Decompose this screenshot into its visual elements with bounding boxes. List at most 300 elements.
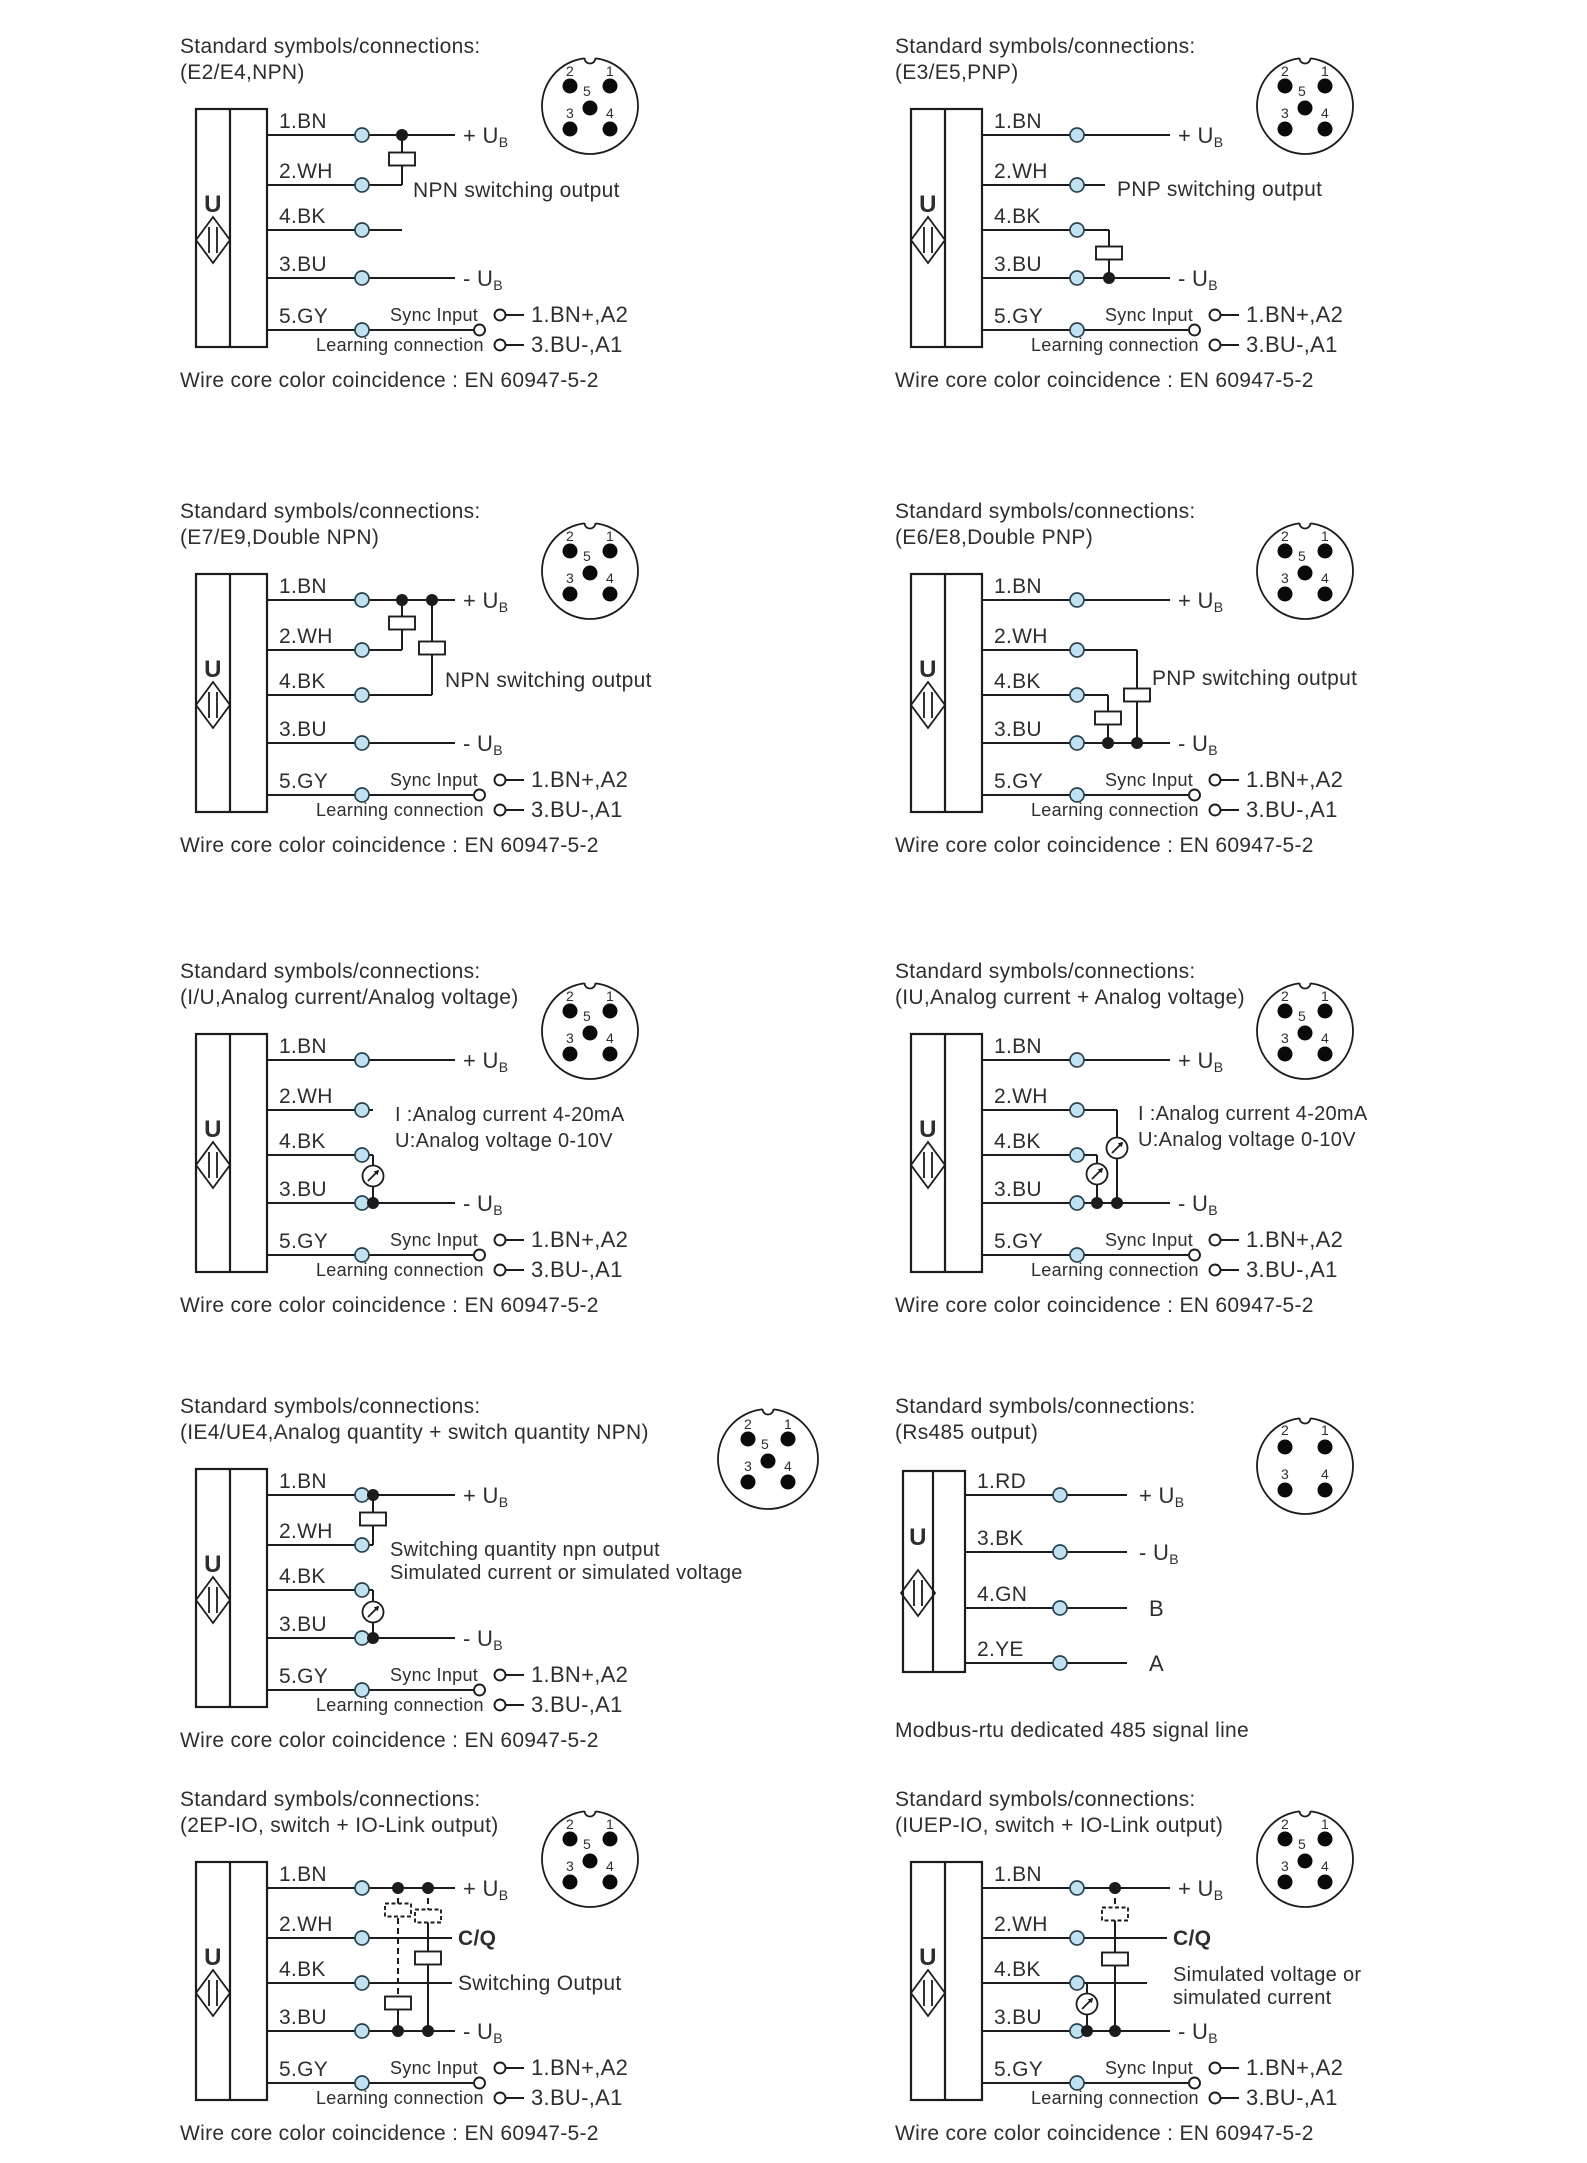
pin-dot: [741, 1475, 756, 1490]
wire-terminal-icon: [355, 1488, 369, 1502]
annotation: PNP switching output: [1152, 667, 1358, 690]
panel-heading: Standard symbols/connections:: [180, 1788, 481, 1811]
junction-dot: [1109, 2025, 1121, 2037]
connector-pinout-icon: [542, 53, 638, 155]
wire-terminal-icon: [355, 1583, 369, 1597]
panel-heading: Standard symbols/connections:: [895, 1395, 1196, 1418]
panel-variant: (E7/E9,Double NPN): [180, 526, 380, 549]
pin-dot: [603, 1047, 618, 1062]
ultrasonic-sensor-symbol: [911, 1862, 982, 2100]
sync-terminal-label: 3.BU-,A1: [531, 1692, 623, 1717]
wire-label: 1.BN: [994, 1863, 1042, 1886]
junction-dot: [1102, 737, 1114, 749]
junction-dot: [1081, 2025, 1093, 2037]
pin-dot: [1298, 1026, 1313, 1041]
wiring-diagram-rs485: [855, 1385, 1555, 1770]
sync-terminal-icon: [495, 805, 506, 816]
pin-number: 1: [605, 528, 615, 544]
footer-label: Wire core color coincidence : EN 60947-5-2: [180, 1729, 599, 1752]
annotation: PNP switching output: [1117, 178, 1323, 201]
tail-label: + UB: [1178, 1048, 1224, 1075]
sync-terminal-icon: [1210, 775, 1221, 786]
junction-dot: [392, 1882, 404, 1894]
pin-number: 3: [1280, 1466, 1290, 1482]
wire-label: 1.BN: [279, 575, 327, 598]
wire-terminal-icon: [355, 223, 369, 237]
sync-node-icon: [1189, 325, 1200, 336]
wire-label: 5.GY: [279, 1665, 329, 1688]
pin-number: 4: [783, 1458, 793, 1474]
sync-terminal-label: 1.BN+,A2: [531, 1662, 629, 1687]
meter-icon: [1087, 1164, 1108, 1185]
sync-node-icon: [474, 1685, 485, 1696]
pin-dot: [563, 122, 578, 137]
footer-label: Wire core color coincidence : EN 60947-5-2: [895, 369, 1314, 392]
sync-terminal-icon: [495, 1265, 506, 1276]
wire-label: 5.GY: [994, 2058, 1044, 2081]
pin-number: 5: [1297, 1836, 1307, 1852]
pin-number: 1: [1320, 988, 1330, 1004]
load-resistor-icon: [415, 1952, 441, 1965]
wire-label: 2.WH: [279, 160, 333, 183]
sync-input-label: Sync Input: [1105, 305, 1194, 325]
wire-label: 1.BN: [279, 1035, 327, 1058]
transducer-icon: [911, 682, 945, 728]
pin-dot: [1318, 1483, 1333, 1498]
sync-input-label: Sync Input: [1105, 2058, 1194, 2078]
wire-label: 4.BK: [994, 670, 1041, 693]
optional-load-resistor-icon: [1102, 1908, 1128, 1921]
wire-terminal-icon: [1070, 1148, 1084, 1162]
wiring-panel-e7-e9-double-npn: [140, 490, 840, 875]
pin-dot: [563, 79, 578, 94]
tail-label: - UB: [1178, 731, 1218, 758]
wire-terminal-icon: [355, 643, 369, 657]
wire-label: 4.BK: [279, 1565, 326, 1588]
transducer-icon: [901, 1570, 935, 1616]
wiring-panel-e2-e4-npn: [140, 25, 840, 410]
pin-number: 4: [605, 1858, 615, 1874]
sync-node-icon: [1189, 2078, 1200, 2089]
optional-load-resistor-icon: [385, 1904, 411, 1917]
panel-variant: (Rs485 output): [895, 1421, 1039, 1444]
connector-pinout-icon: [1257, 1413, 1353, 1515]
wire-terminal-icon: [1053, 1488, 1067, 1502]
pin-dot: [1298, 1854, 1313, 1869]
wiring-panel-iuep-io: [855, 1778, 1555, 2163]
wire-terminal-icon: [1053, 1601, 1067, 1615]
footer-label: Wire core color coincidence : EN 60947-5-2: [180, 1294, 599, 1317]
sync-node-icon: [1189, 790, 1200, 801]
pin-number: 5: [582, 1836, 592, 1852]
panel-variant: (I/U,Analog current/Analog voltage): [180, 986, 519, 1009]
transducer-icon: [196, 217, 230, 263]
pin-number: 3: [1280, 105, 1290, 121]
pin-number: 3: [743, 1458, 753, 1474]
learning-connection-label: Learning connection: [1031, 1260, 1199, 1280]
annotation: simulated current: [1173, 1987, 1332, 2009]
pin-number: 1: [605, 63, 615, 79]
load-resistor-icon: [419, 642, 445, 655]
wiring-diagram-ie4-ue4-analog-switch: [140, 1385, 840, 1770]
pin-dot: [1318, 1004, 1333, 1019]
tail-label: + UB: [463, 123, 509, 150]
wire-terminal-icon: [355, 128, 369, 142]
wire-label: 2.WH: [994, 1085, 1048, 1108]
sync-terminal-label: 1.BN+,A2: [531, 2055, 629, 2080]
wire-terminal-icon: [1070, 643, 1084, 657]
pin-number: 1: [605, 1816, 615, 1832]
tail-label: - UB: [463, 731, 503, 758]
sync-terminal-icon: [495, 1235, 506, 1246]
wire-label: 1.BN: [279, 1863, 327, 1886]
connector-pinout-icon: [542, 518, 638, 620]
sync-input-label: Sync Input: [390, 770, 479, 790]
pin-dot: [1318, 544, 1333, 559]
wiring-panel-rs485: [855, 1385, 1555, 1770]
pin-number: 2: [1280, 1816, 1290, 1832]
pin-dot: [1278, 587, 1293, 602]
sync-terminal-label: 1.BN+,A2: [531, 1227, 629, 1252]
load-resistor-icon: [1102, 1953, 1128, 1966]
connector-pinout-icon: [1257, 53, 1353, 155]
pin-dot: [781, 1432, 796, 1447]
pin-dot: [563, 1047, 578, 1062]
panel-variant: (2EP-IO, switch + IO-Link output): [180, 1814, 499, 1837]
junction-dot: [396, 129, 408, 141]
panel-heading: Standard symbols/connections:: [180, 500, 481, 523]
annotation: Simulated voltage or: [1173, 1964, 1362, 1986]
pin-number: 4: [605, 570, 615, 586]
panel-variant: (IU,Analog current + Analog voltage): [895, 986, 1245, 1009]
pin-dot: [583, 101, 598, 116]
wire-label: 2.WH: [279, 1520, 333, 1543]
pin-dot: [1318, 79, 1333, 94]
pin-dot: [603, 1832, 618, 1847]
sync-terminal-icon: [495, 2063, 506, 2074]
wiring-diagram-e7-e9-double-npn: [140, 490, 840, 875]
pin-dot: [1318, 587, 1333, 602]
wire-label: 4.BK: [279, 1958, 326, 1981]
annotation: U:Analog voltage 0-10V: [1138, 1129, 1356, 1151]
sync-input-label: Sync Input: [390, 1230, 479, 1250]
wiring-diagram-e6-e8-double-pnp: [855, 490, 1555, 875]
wire-label: 2.WH: [994, 160, 1048, 183]
annotation: C/Q: [458, 1927, 497, 1950]
junction-dot: [396, 594, 408, 606]
tail-label: - UB: [1178, 2019, 1218, 2046]
learning-connection-label: Learning connection: [316, 335, 484, 355]
learning-connection-label: Learning connection: [1031, 800, 1199, 820]
sync-terminal-label: 3.BU-,A1: [1246, 332, 1338, 357]
wire-terminal-icon: [355, 1103, 369, 1117]
ultrasonic-sensor-symbol: [196, 574, 267, 812]
pin-number: 5: [582, 1008, 592, 1024]
sync-input-label: Sync Input: [390, 2058, 479, 2078]
pin-number: 2: [1280, 63, 1290, 79]
wire-label: 3.BU: [994, 253, 1042, 276]
pin-number: 4: [605, 1030, 615, 1046]
ultrasonic-sensor-symbol: [901, 1471, 965, 1672]
pin-dot: [563, 1004, 578, 1019]
wire-terminal-icon: [1070, 1103, 1084, 1117]
wiring-panel-e3-e5-pnp: [855, 25, 1555, 410]
pin-number: 5: [1297, 548, 1307, 564]
footer-label: Wire core color coincidence : EN 60947-5-2: [895, 834, 1314, 857]
sync-terminal-label: 3.BU-,A1: [1246, 2085, 1338, 2110]
pin-dot: [563, 544, 578, 559]
wire-label: 4.BK: [279, 205, 326, 228]
pin-dot: [1278, 1483, 1293, 1498]
pin-dot: [1278, 79, 1293, 94]
panel-heading: Standard symbols/connections:: [180, 1395, 481, 1418]
panel-variant: (IUEP-IO, switch + IO-Link output): [895, 1814, 1224, 1837]
wire-terminal-icon: [355, 593, 369, 607]
sync-input-label: Sync Input: [390, 305, 479, 325]
wiring-panel-iu-analog: [855, 950, 1555, 1335]
wire-terminal-icon: [1053, 1656, 1067, 1670]
junction-dot: [1111, 1197, 1123, 1209]
junction-dot: [1091, 1197, 1103, 1209]
transducer-icon: [196, 682, 230, 728]
wire-terminal-icon: [355, 1881, 369, 1895]
ultrasonic-sensor-symbol: [196, 1862, 267, 2100]
wire-label: 3.BU: [279, 2006, 327, 2029]
pin-number: 4: [1320, 105, 1330, 121]
annotation: Switching Output: [458, 1972, 622, 1995]
tail-label: + UB: [463, 1876, 509, 1903]
wiring-diagram-e2-e4-npn: [140, 25, 840, 410]
wire-label: 3.BU: [279, 1613, 327, 1636]
wire-terminal-icon: [355, 688, 369, 702]
footer-label: Wire core color coincidence : EN 60947-5-2: [180, 369, 599, 392]
annotation: I :Analog current 4-20mA: [1138, 1103, 1368, 1125]
sync-terminal-label: 1.BN+,A2: [1246, 767, 1344, 792]
annotation: I :Analog current 4-20mA: [395, 1104, 625, 1126]
wire-label: 5.GY: [994, 1230, 1044, 1253]
pin-number: 1: [605, 988, 615, 1004]
pin-number: 2: [565, 1816, 575, 1832]
panel-heading: Standard symbols/connections:: [180, 35, 481, 58]
wire-terminal-icon: [1070, 593, 1084, 607]
pin-number: 1: [1320, 63, 1330, 79]
sync-node-icon: [1189, 1250, 1200, 1261]
pin-number: 4: [1320, 1858, 1330, 1874]
panel-variant: (E6/E8,Double PNP): [895, 526, 1093, 549]
wiring-panel-2ep-io: [140, 1778, 840, 2163]
panel-variant: (E3/E5,PNP): [895, 61, 1019, 84]
connector-pinout-icon: [718, 1404, 818, 1510]
wire-label: 2.YE: [977, 1638, 1024, 1661]
junction-dot: [422, 1882, 434, 1894]
junction-dot: [1131, 737, 1143, 749]
pin-dot: [603, 79, 618, 94]
wiring-diagram-2ep-io: [140, 1778, 840, 2163]
sync-terminal-icon: [1210, 1265, 1221, 1276]
footer-label: Wire core color coincidence : EN 60947-5-2: [895, 1294, 1314, 1317]
wire-label: 5.GY: [279, 305, 329, 328]
sync-node-icon: [474, 2078, 485, 2089]
transducer-icon: [196, 1142, 230, 1188]
learning-connection-label: Learning connection: [316, 2088, 484, 2108]
tail-label: - UB: [1178, 1191, 1218, 1218]
footer-label: Modbus-rtu dedicated 485 signal line: [895, 1719, 1250, 1742]
pin-dot: [1318, 122, 1333, 137]
wiring-panel-e6-e8-double-pnp: [855, 490, 1555, 875]
wire-label: 5.GY: [994, 305, 1044, 328]
pin-number: 3: [1280, 1858, 1290, 1874]
pin-number: 3: [1280, 1030, 1290, 1046]
tail-label: - UB: [1178, 266, 1218, 293]
ultrasonic-sensor-symbol: [196, 1469, 267, 1707]
wire-label: 4.BK: [994, 1958, 1041, 1981]
pin-number: 1: [1320, 1422, 1330, 1438]
pin-dot: [583, 1854, 598, 1869]
sensor-u-label: U: [204, 191, 222, 218]
sync-node-icon: [474, 325, 485, 336]
wire-terminal-icon: [355, 178, 369, 192]
pin-number: 1: [1320, 528, 1330, 544]
tail-label: - UB: [463, 1191, 503, 1218]
footer-label: Wire core color coincidence : EN 60947-5-2: [895, 2122, 1314, 2145]
ultrasonic-sensor-symbol: [196, 1034, 267, 1272]
sync-terminal-label: 3.BU-,A1: [531, 332, 623, 357]
ultrasonic-sensor-symbol: [911, 109, 982, 347]
panel-heading: Standard symbols/connections:: [895, 500, 1196, 523]
sync-terminal-label: 1.BN+,A2: [1246, 1227, 1344, 1252]
sync-terminal-icon: [1210, 340, 1221, 351]
pin-number: 4: [1320, 570, 1330, 586]
panel-variant: (IE4/UE4,Analog quantity + switch quantity NPN): [180, 1421, 649, 1444]
wiring-diagram-e3-e5-pnp: [855, 25, 1555, 410]
sync-terminal-icon: [495, 775, 506, 786]
wire-label: 1.BN: [994, 575, 1042, 598]
tail-label: + UB: [463, 1483, 509, 1510]
ultrasonic-sensor-symbol: [911, 1034, 982, 1272]
load-resistor-icon: [385, 1997, 411, 2010]
pin-dot: [1298, 566, 1313, 581]
pin-dot: [583, 566, 598, 581]
load-resistor-icon: [389, 153, 415, 166]
sync-terminal-icon: [1210, 805, 1221, 816]
pin-number: 3: [565, 1858, 575, 1874]
pin-dot: [1278, 1047, 1293, 1062]
tail-label: - UB: [463, 266, 503, 293]
pin-number: 5: [760, 1436, 770, 1452]
annotation: U:Analog voltage 0-10V: [395, 1130, 613, 1152]
learning-connection-label: Learning connection: [1031, 335, 1199, 355]
connector-pinout-icon: [542, 978, 638, 1080]
pin-dot: [1318, 1875, 1333, 1890]
pin-number: 3: [565, 1030, 575, 1046]
wire-label: 4.BK: [994, 1130, 1041, 1153]
pin-dot: [563, 1832, 578, 1847]
pin-number: 4: [1320, 1030, 1330, 1046]
pin-number: 3: [565, 570, 575, 586]
pin-dot: [1278, 544, 1293, 559]
wire-terminal-icon: [1053, 1545, 1067, 1559]
tail-label: + UB: [1178, 588, 1224, 615]
sync-terminal-label: 1.BN+,A2: [1246, 302, 1344, 327]
wire-label: 1.RD: [977, 1470, 1027, 1493]
pin-number: 2: [1280, 528, 1290, 544]
wire-terminal-icon: [1070, 178, 1084, 192]
sensor-u-label: U: [919, 191, 937, 218]
transducer-icon: [911, 1970, 945, 2016]
pin-dot: [603, 587, 618, 602]
sync-terminal-icon: [1210, 1235, 1221, 1246]
tail-label: + UB: [1139, 1483, 1185, 1510]
learning-connection-label: Learning connection: [316, 1695, 484, 1715]
pin-dot: [781, 1475, 796, 1490]
transducer-icon: [911, 217, 945, 263]
pin-number: 2: [565, 528, 575, 544]
sync-terminal-label: 3.BU-,A1: [1246, 1257, 1338, 1282]
wiring-diagram-iuep-io: [855, 1778, 1555, 2163]
wire-terminal-icon: [355, 736, 369, 750]
wire-label: 4.GN: [977, 1583, 1028, 1606]
junction-dot: [426, 594, 438, 606]
junction-dot: [392, 2025, 404, 2037]
pin-dot: [1278, 1832, 1293, 1847]
wire-terminal-icon: [1070, 736, 1084, 750]
sync-terminal-label: 3.BU-,A1: [1246, 797, 1338, 822]
load-resistor-icon: [360, 1513, 386, 1526]
junction-dot: [1109, 1882, 1121, 1894]
load-resistor-icon: [1095, 712, 1121, 725]
sensor-u-label: U: [919, 1944, 937, 1971]
wire-terminal-icon: [355, 271, 369, 285]
sync-input-label: Sync Input: [390, 1665, 479, 1685]
pin-dot: [603, 1004, 618, 1019]
sensor-u-label: U: [204, 1944, 222, 1971]
meter-icon: [363, 1166, 384, 1187]
pin-dot: [741, 1432, 756, 1447]
sensor-u-label: U: [919, 656, 937, 683]
wire-label: 1.BN: [994, 110, 1042, 133]
ultrasonic-sensor-symbol: [196, 109, 267, 347]
wire-label: 1.BN: [994, 1035, 1042, 1058]
footer-label: Wire core color coincidence : EN 60947-5-2: [180, 834, 599, 857]
sensor-u-label: U: [909, 1524, 927, 1551]
load-resistor-icon: [1096, 247, 1122, 260]
pin-number: 3: [1280, 570, 1290, 586]
panel-variant: (E2/E4,NPN): [180, 61, 305, 84]
optional-load-resistor-icon: [415, 1910, 441, 1923]
tail-label: B: [1149, 1596, 1164, 1621]
junction-dot: [367, 1197, 379, 1209]
wire-terminal-icon: [1070, 1881, 1084, 1895]
wire-terminal-icon: [355, 1053, 369, 1067]
sync-terminal-label: 1.BN+,A2: [1246, 2055, 1344, 2080]
tail-label: - UB: [463, 2019, 503, 2046]
junction-dot: [367, 1489, 379, 1501]
junction-dot: [422, 2025, 434, 2037]
tail-label: + UB: [463, 588, 509, 615]
wire-label: 3.BU: [279, 253, 327, 276]
pin-number: 4: [1320, 1466, 1330, 1482]
wire-label: 3.BU: [279, 1178, 327, 1201]
tail-label: - UB: [463, 1626, 503, 1653]
learning-connection-label: Learning connection: [316, 800, 484, 820]
sync-terminal-label: 1.BN+,A2: [531, 302, 629, 327]
wire-label: 3.BU: [279, 718, 327, 741]
wire-label: 2.WH: [994, 625, 1048, 648]
sensor-u-label: U: [204, 656, 222, 683]
pin-number: 2: [1280, 988, 1290, 1004]
sync-input-label: Sync Input: [1105, 770, 1194, 790]
sync-terminal-icon: [1210, 2093, 1221, 2104]
